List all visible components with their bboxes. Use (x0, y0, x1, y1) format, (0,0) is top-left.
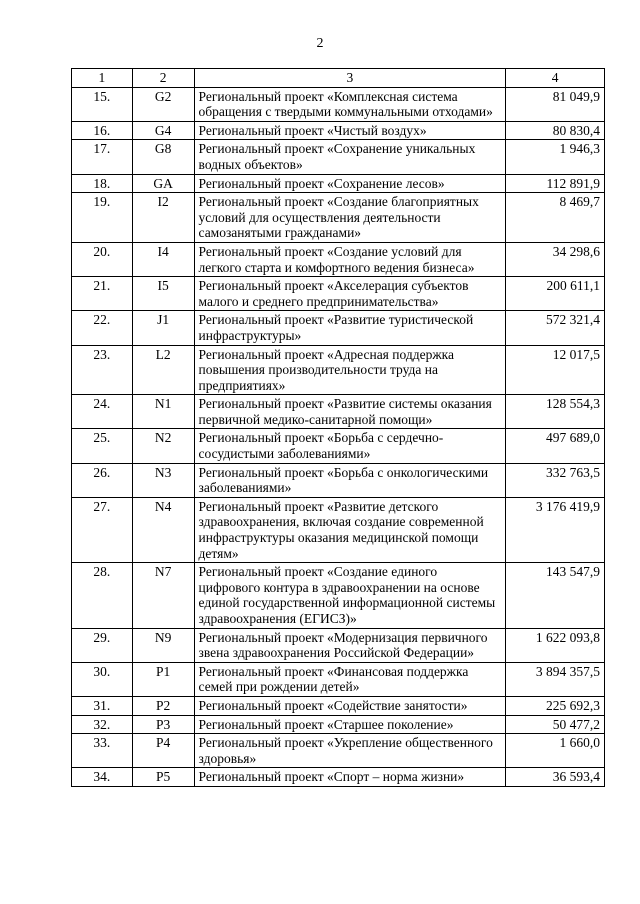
table-row (72, 140, 605, 174)
amount-cell: 3 894 357,5 (506, 662, 605, 696)
project-name-cell: Региональный проект «Адресная поддержка повышения производительности труда на предприятиях» (194, 345, 506, 395)
table-row (72, 768, 605, 787)
page-number: 2 (316, 36, 324, 51)
row-number-cell: 17. (72, 140, 133, 174)
amount-cell: 36 593,4 (506, 768, 605, 787)
column-header-3: 3 (194, 69, 506, 88)
table-row (72, 121, 605, 140)
table-row (72, 193, 605, 243)
project-name-cell: Региональный проект «Спорт – норма жизни» (194, 768, 506, 787)
table-row (72, 87, 605, 121)
table-row (72, 345, 605, 395)
project-name-cell: Региональный проект «Старшее поколение» (194, 715, 506, 734)
project-name-cell: Региональный проект «Создание единого цифрового контура в здравоохранении на основе единой государственной информационной системы здравоохранения (ЕГИСЗ)» (194, 563, 506, 628)
amount-cell: 143 547,9 (506, 563, 605, 628)
project-code-cell: N9 (132, 628, 194, 662)
row-number-cell: 31. (72, 696, 133, 715)
column-header-4: 4 (506, 69, 605, 88)
amount-cell: 50 477,2 (506, 715, 605, 734)
project-code-cell: N3 (132, 463, 194, 497)
project-code-cell: P5 (132, 768, 194, 787)
amount-cell: 112 891,9 (506, 174, 605, 193)
table-header-row (72, 69, 605, 88)
table-row (72, 429, 605, 463)
row-number-cell: 32. (72, 715, 133, 734)
table-row (72, 395, 605, 429)
table-row (72, 628, 605, 662)
project-code-cell: P1 (132, 662, 194, 696)
table-row (72, 463, 605, 497)
amount-cell: 81 049,9 (506, 87, 605, 121)
project-name-cell: Региональный проект «Борьба с сердечно-сосудистыми заболеваниями» (194, 429, 506, 463)
amount-cell: 128 554,3 (506, 395, 605, 429)
row-number-cell: 18. (72, 174, 133, 193)
project-name-cell: Региональный проект «Чистый воздух» (194, 121, 506, 140)
project-code-cell: I4 (132, 242, 194, 276)
amount-cell: 1 660,0 (506, 734, 605, 768)
row-number-cell: 27. (72, 497, 133, 562)
row-number-cell: 29. (72, 628, 133, 662)
project-name-cell: Региональный проект «Развитие туристической инфраструктуры» (194, 311, 506, 345)
project-code-cell: N1 (132, 395, 194, 429)
project-code-cell: I2 (132, 193, 194, 243)
table-row (72, 242, 605, 276)
project-name-cell: Региональный проект «Создание благоприятных условий для осуществления деятельности самозанятыми гражданами» (194, 193, 506, 243)
project-name-cell: Региональный проект «Финансовая поддержка семей при рождении детей» (194, 662, 506, 696)
project-code-cell: G2 (132, 87, 194, 121)
row-number-cell: 24. (72, 395, 133, 429)
project-code-cell: GA (132, 174, 194, 193)
row-number-cell: 26. (72, 463, 133, 497)
table-row (72, 662, 605, 696)
amount-cell: 1 946,3 (506, 140, 605, 174)
regional-projects-table (71, 68, 605, 787)
project-name-cell: Региональный проект «Акселерация субъектов малого и среднего предпринимательства» (194, 277, 506, 311)
row-number-cell: 28. (72, 563, 133, 628)
row-number-cell: 20. (72, 242, 133, 276)
amount-cell: 200 611,1 (506, 277, 605, 311)
column-header-2: 2 (132, 69, 194, 88)
amount-cell: 12 017,5 (506, 345, 605, 395)
table-row (72, 563, 605, 628)
table-row (72, 174, 605, 193)
amount-cell: 497 689,0 (506, 429, 605, 463)
row-number-cell: 15. (72, 87, 133, 121)
row-number-cell: 34. (72, 768, 133, 787)
row-number-cell: 23. (72, 345, 133, 395)
project-code-cell: G4 (132, 121, 194, 140)
project-code-cell: G8 (132, 140, 194, 174)
project-code-cell: N2 (132, 429, 194, 463)
amount-cell: 332 763,5 (506, 463, 605, 497)
project-name-cell: Региональный проект «Развитие детского здравоохранения, включая создание современной инфраструктуры оказания медицинской помощи детям» (194, 497, 506, 562)
amount-cell: 80 830,4 (506, 121, 605, 140)
amount-cell: 1 622 093,8 (506, 628, 605, 662)
table-body (72, 69, 605, 787)
amount-cell: 34 298,6 (506, 242, 605, 276)
row-number-cell: 22. (72, 311, 133, 345)
table-row (72, 497, 605, 562)
row-number-cell: 16. (72, 121, 133, 140)
project-name-cell: Региональный проект «Укрепление общественного здоровья» (194, 734, 506, 768)
project-name-cell: Региональный проект «Модернизация первичного звена здравоохранения Российской Федерации» (194, 628, 506, 662)
project-code-cell: N7 (132, 563, 194, 628)
project-name-cell: Региональный проект «Борьба с онкологическими заболеваниями» (194, 463, 506, 497)
project-code-cell: P2 (132, 696, 194, 715)
project-name-cell: Региональный проект «Сохранение уникальных водных объектов» (194, 140, 506, 174)
project-code-cell: I5 (132, 277, 194, 311)
project-code-cell: P3 (132, 715, 194, 734)
project-name-cell: Региональный проект «Развитие системы оказания первичной медико-санитарной помощи» (194, 395, 506, 429)
table-row (72, 696, 605, 715)
table-row (72, 277, 605, 311)
project-name-cell: Региональный проект «Сохранение лесов» (194, 174, 506, 193)
table-row (72, 311, 605, 345)
table-row (72, 715, 605, 734)
project-name-cell: Региональный проект «Содействие занятости» (194, 696, 506, 715)
row-number-cell: 30. (72, 662, 133, 696)
project-name-cell: Региональный проект «Комплексная система обращения с твердыми коммунальными отходами» (194, 87, 506, 121)
row-number-cell: 21. (72, 277, 133, 311)
project-code-cell: N4 (132, 497, 194, 562)
table-row (72, 734, 605, 768)
column-header-1: 1 (72, 69, 133, 88)
row-number-cell: 19. (72, 193, 133, 243)
project-code-cell: L2 (132, 345, 194, 395)
project-code-cell: J1 (132, 311, 194, 345)
amount-cell: 572 321,4 (506, 311, 605, 345)
project-code-cell: P4 (132, 734, 194, 768)
project-name-cell: Региональный проект «Создание условий для легкого старта и комфортного ведения бизнеса» (194, 242, 506, 276)
row-number-cell: 25. (72, 429, 133, 463)
amount-cell: 225 692,3 (506, 696, 605, 715)
amount-cell: 8 469,7 (506, 193, 605, 243)
row-number-cell: 33. (72, 734, 133, 768)
amount-cell: 3 176 419,9 (506, 497, 605, 562)
